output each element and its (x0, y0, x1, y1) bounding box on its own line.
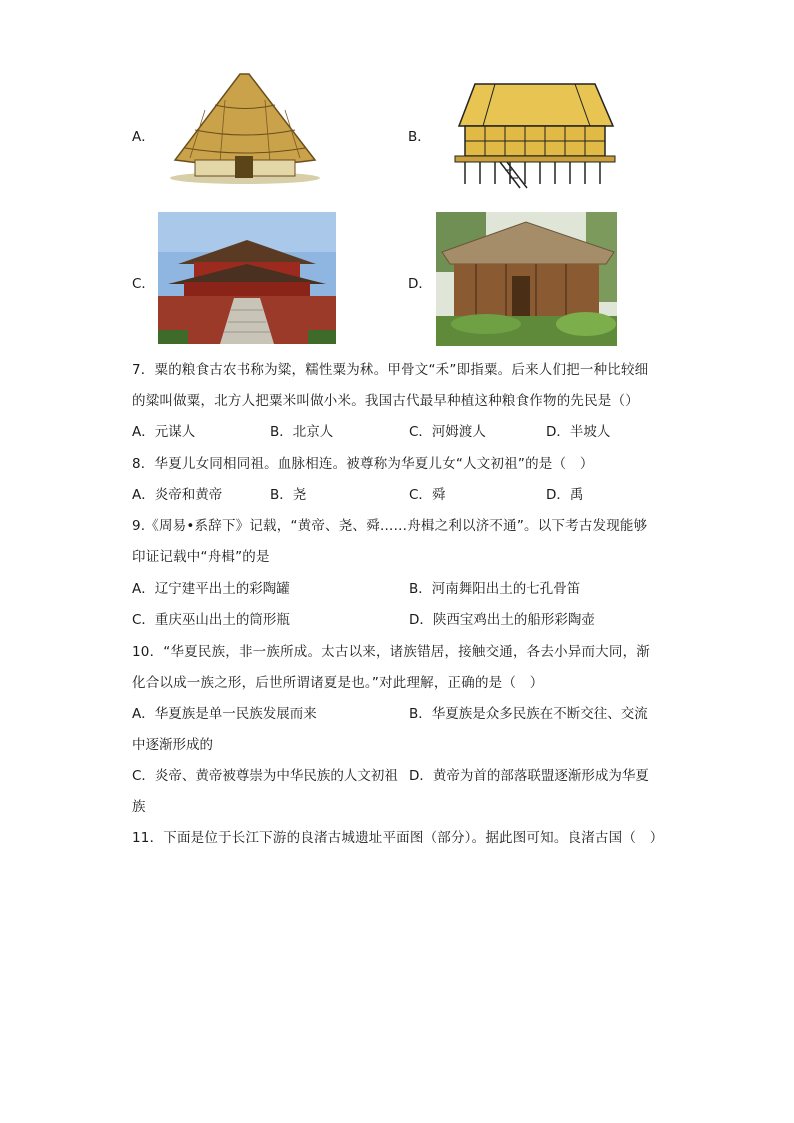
palace-photo (158, 212, 336, 344)
q7-line-1: 7．粟的粮食古农书称为粱，糯性粟为秫。甲骨文“禾”即指粟。后来人们把一种比较细 (132, 362, 649, 378)
q11-line-1: 11．下面是位于长江下游的良渚古城遗址平面图（部分）。据此图可知。良渚古国（ ） (132, 830, 664, 846)
thatched-round-hut-icon (165, 70, 325, 188)
q10-option-b-cont: 中逐渐形成的 (132, 737, 213, 753)
q8-option-d[interactable]: D．禹 (546, 487, 584, 503)
q9-option-c[interactable]: C．重庆巫山出土的筒形瓶 (132, 612, 290, 628)
q10-line-1: 10．“华夏民族，非一族所成。太古以来，诸族错居，接触交通，各去小异而大同，渐 (132, 644, 650, 660)
q8-option-c[interactable]: C．舜 (409, 487, 446, 503)
q7-option-c[interactable]: C．河姆渡人 (409, 424, 486, 440)
q7-option-b[interactable]: B．北京人 (270, 424, 334, 440)
q9-option-b[interactable]: B．河南舞阳出土的七孔骨笛 (409, 581, 581, 597)
q9-line-2: 印证记载中“舟楫”的是 (132, 549, 270, 565)
q7-option-d[interactable]: D．半坡人 (546, 424, 611, 440)
q8-line-1: 8．华夏儿女同相同祖。血脉相连。被尊称为华夏儿女“人文初祖”的是（ ） (132, 456, 594, 472)
option-b-label: B． (408, 129, 431, 145)
wooden-hut-photo (436, 212, 617, 346)
q8-option-a[interactable]: A．炎帝和黄帝 (132, 487, 223, 503)
q10-option-d[interactable]: D．黄帝为首的部落联盟逐渐形成为华夏 (409, 768, 649, 784)
option-d-label: D． (408, 276, 432, 292)
q9-option-a[interactable]: A．辽宁建平出土的彩陶罐 (132, 581, 290, 597)
q10-line-2: 化合以成一族之形，后世所谓诸夏是也。”对此理解，正确的是（ ） (132, 675, 544, 691)
q10-option-d-cont: 族 (132, 799, 146, 815)
q7-line-2: 的粱叫做粟，北方人把粟米叫做小米。我国古代最早种植这种粮食作物的先民是（） (132, 393, 639, 409)
q10-option-b[interactable]: B．华夏族是众多民族在不断交往、交流 (409, 706, 648, 722)
option-a-label: A． (132, 129, 155, 145)
q10-option-c[interactable]: C．炎帝、黄帝被尊崇为中华民族的人文初祖 (132, 768, 398, 784)
q10-option-a[interactable]: A．华夏族是单一民族发展而来 (132, 706, 317, 722)
stilt-house-icon (445, 78, 620, 190)
q9-option-d[interactable]: D．陕西宝鸡出土的船形彩陶壶 (409, 612, 595, 628)
option-c-label: C． (132, 276, 155, 292)
q7-option-a[interactable]: A．元谋人 (132, 424, 196, 440)
q8-option-b[interactable]: B．尧 (270, 487, 307, 503)
q9-line-1: 9.《周易•系辞下》记载，“黄帝、尧、舜……舟楫之利以济不通”。以下考古发现能够 (132, 518, 648, 534)
